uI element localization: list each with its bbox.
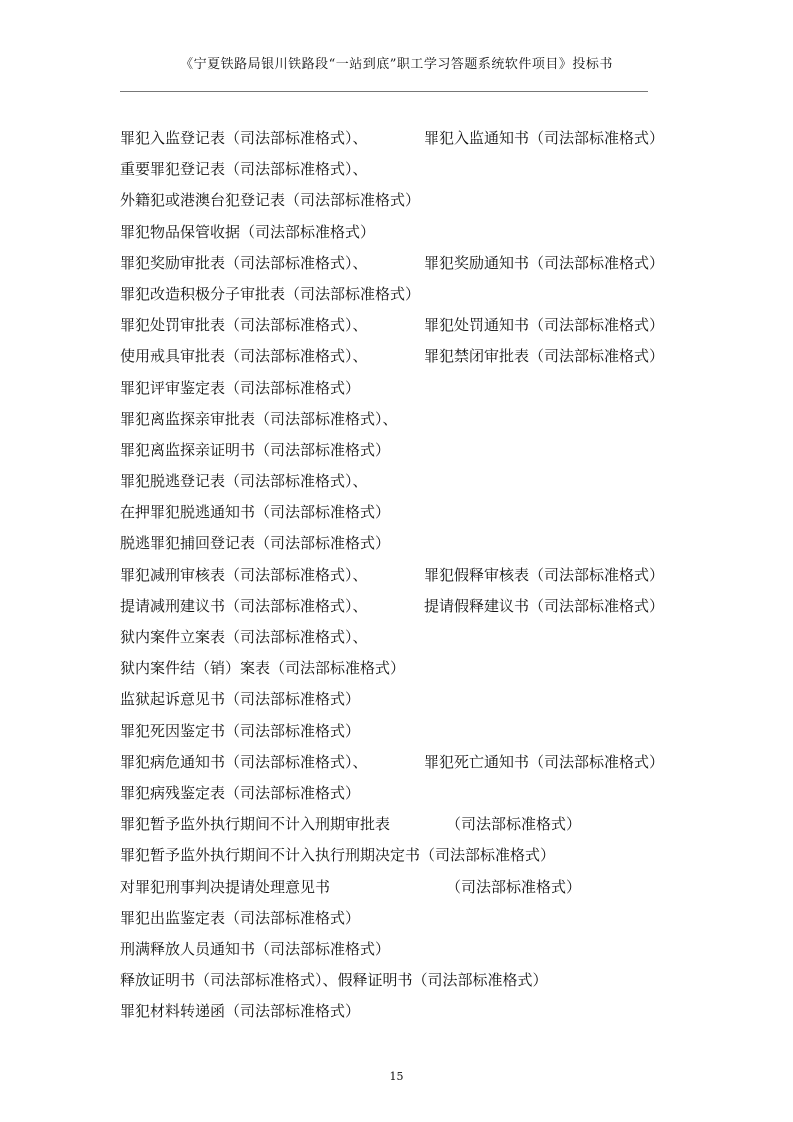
list-line bbox=[120, 781, 700, 812]
list-entry: 罪犯暂予监外执行期间不计入执行刑期决定书（司法部标准格式） bbox=[120, 846, 556, 865]
list-entry: 罪犯死因鉴定书（司法部标准格式） bbox=[120, 721, 361, 740]
list-entry: 罪犯出监鉴定表（司法部标准格式） bbox=[120, 908, 361, 927]
list-entry: 罪犯病危通知书（司法部标准格式）、 bbox=[120, 752, 368, 771]
list-line bbox=[120, 188, 700, 219]
list-line bbox=[120, 438, 700, 469]
list-entry: 罪犯奖励审批表（司法部标准格式）、 bbox=[120, 253, 368, 272]
list-entry: 罪犯物品保管收据（司法部标准格式） bbox=[120, 222, 376, 241]
page-header-title: 《宁夏铁路局银川铁路段“一站到底”职工学习答题系统软件项目》投标书 bbox=[180, 57, 613, 72]
list-entry: 罪犯评审鉴定表（司法部标准格式） bbox=[120, 378, 361, 397]
list-entry: 监狱起诉意见书（司法部标准格式） bbox=[120, 690, 361, 709]
list-entry: 罪犯处罚审批表（司法部标准格式）、 bbox=[120, 316, 368, 335]
list-entry: 罪犯禁闭审批表（司法部标准格式） bbox=[424, 347, 665, 366]
list-entry: 罪犯改造积极分子审批表（司法部标准格式） bbox=[120, 284, 421, 303]
list-line bbox=[120, 937, 700, 968]
list-line bbox=[120, 282, 700, 313]
list-entry: 罪犯暂予监外执行期间不计入刑期审批表 bbox=[120, 815, 391, 834]
list-entry: 罪犯处罚通知书（司法部标准格式） bbox=[424, 316, 665, 335]
form-list bbox=[120, 126, 700, 1030]
list-line bbox=[120, 313, 700, 344]
page-number: 15 bbox=[389, 1070, 404, 1083]
list-line bbox=[120, 469, 700, 500]
list-entry: 罪犯入监登记表（司法部标准格式）、 bbox=[120, 129, 368, 147]
list-entry: 罪犯病残鉴定表（司法部标准格式） bbox=[120, 783, 361, 802]
list-entry: 狱内案件立案表（司法部标准格式）、 bbox=[120, 628, 368, 646]
list-line bbox=[120, 875, 700, 906]
list-entry: 罪犯减刑审核表（司法部标准格式）、 bbox=[120, 565, 368, 584]
list-entry: 罪犯入监通知书（司法部标准格式） bbox=[424, 129, 665, 147]
list-line bbox=[120, 968, 700, 999]
list-line bbox=[120, 906, 700, 937]
list-entry: 在押罪犯脱逃通知书（司法部标准格式） bbox=[120, 503, 391, 522]
list-entry: （司法部标准格式） bbox=[446, 815, 582, 834]
list-entry: 提请假释建议书（司法部标准格式） bbox=[424, 596, 665, 615]
list-line bbox=[120, 500, 700, 531]
list-line bbox=[120, 999, 700, 1030]
list-entry: 罪犯奖励通知书（司法部标准格式） bbox=[424, 253, 665, 272]
list-entry: 释放证明书（司法部标准格式）、假释证明书（司法部标准格式） bbox=[120, 971, 548, 990]
header-divider bbox=[120, 91, 648, 92]
list-entry: 罪犯离监探亲证明书（司法部标准格式） bbox=[120, 440, 391, 459]
list-entry: 狱内案件结（销）案表（司法部标准格式） bbox=[120, 659, 406, 678]
list-entry: 外籍犯或港澳台犯登记表（司法部标准格式） bbox=[120, 191, 421, 210]
list-line bbox=[120, 750, 700, 781]
list-line bbox=[120, 531, 700, 562]
list-entry: 使用戒具审批表（司法部标准格式）、 bbox=[120, 347, 368, 366]
list-line bbox=[120, 157, 700, 188]
list-line bbox=[120, 843, 700, 874]
list-entry: 罪犯死亡通知书（司法部标准格式） bbox=[424, 752, 665, 771]
list-line bbox=[120, 251, 700, 282]
list-entry: 提请减刑建议书（司法部标准格式）、 bbox=[120, 596, 368, 615]
list-line bbox=[120, 594, 700, 625]
list-line bbox=[120, 220, 700, 251]
list-entry: 罪犯离监探亲审批表（司法部标准格式）、 bbox=[120, 409, 398, 428]
list-line bbox=[120, 376, 700, 407]
list-line bbox=[120, 625, 700, 656]
list-entry: 罪犯假释审核表（司法部标准格式） bbox=[424, 565, 665, 584]
list-line bbox=[120, 719, 700, 750]
list-entry: 罪犯材料转递函（司法部标准格式） bbox=[120, 1002, 361, 1021]
list-entry: （司法部标准格式） bbox=[446, 877, 582, 896]
list-entry: 重要罪犯登记表（司法部标准格式）、 bbox=[120, 160, 368, 179]
list-entry: 罪犯脱逃登记表（司法部标准格式）、 bbox=[120, 472, 368, 491]
list-line bbox=[120, 687, 700, 718]
list-line bbox=[120, 344, 700, 375]
list-entry: 对罪犯刑事判决提请处理意见书 bbox=[120, 877, 331, 896]
list-entry: 刑满释放人员通知书（司法部标准格式） bbox=[120, 939, 391, 958]
list-line bbox=[120, 563, 700, 594]
list-line bbox=[120, 812, 700, 843]
list-line bbox=[120, 656, 700, 687]
list-line bbox=[120, 126, 700, 157]
list-entry: 脱逃罪犯捕回登记表（司法部标准格式） bbox=[120, 534, 391, 553]
list-line bbox=[120, 407, 700, 438]
